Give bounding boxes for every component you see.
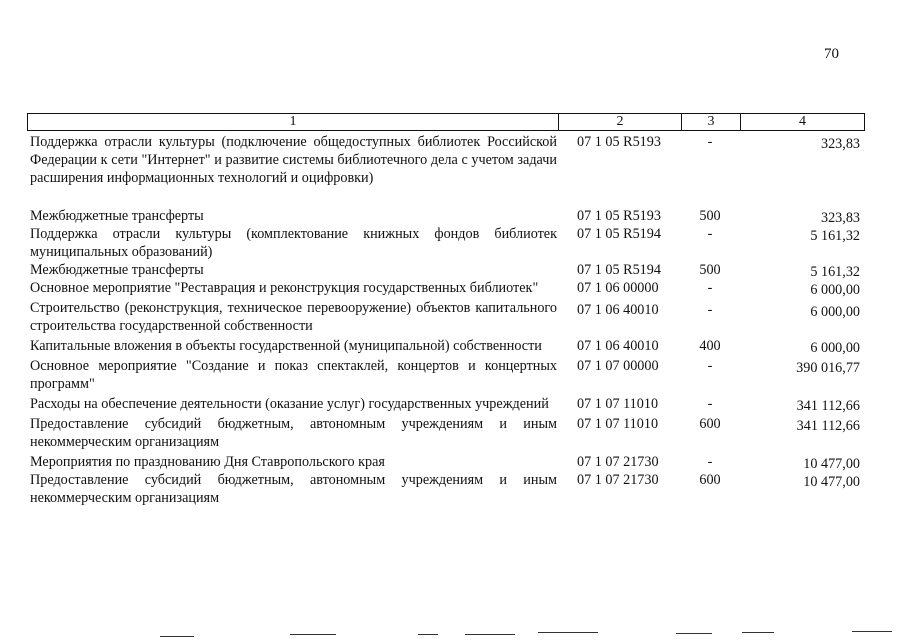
row-amount: 6 000,00	[810, 304, 860, 320]
table-row	[30, 261, 864, 279]
row-amount: 390 016,77	[796, 360, 860, 376]
row-type: -	[707, 226, 713, 242]
row-amount: 341 112,66	[796, 418, 860, 434]
row-code: 07 1 06 40010	[577, 338, 659, 354]
row-name: Межбюджетные трансферты	[30, 262, 204, 278]
table-row	[30, 453, 864, 471]
row-amount: 10 477,00	[803, 456, 860, 472]
row-name: Предоставление субсидий бюджетным, автономным учреждениям и иным некоммерческим организациям	[30, 472, 557, 506]
row-type: -	[707, 134, 713, 150]
row-type: -	[707, 302, 713, 318]
header-col-1: 1	[28, 114, 559, 131]
row-name: Поддержка отрасли культуры (подключение общедоступных библиотек Российской Федерации к сети "Интернет" и развитие системы библиотечного дела с учетом задачи расширения информационных технологий и оцифровки)	[30, 134, 557, 186]
row-name: Основное мероприятие "Реставрация и реконструкция государственных библиотек"	[30, 280, 539, 296]
row-code: 07 1 07 21730	[577, 472, 659, 488]
table-row	[30, 207, 864, 225]
row-amount: 341 112,66	[796, 398, 860, 414]
scan-mark	[742, 632, 774, 633]
scan-mark	[465, 634, 515, 635]
table-row	[30, 471, 864, 507]
budget-table-body	[30, 133, 864, 507]
row-code: 07 1 05 R5194	[577, 226, 661, 242]
row-code: 07 1 07 11010	[577, 396, 659, 412]
table-row	[30, 299, 864, 335]
scan-mark	[852, 631, 892, 632]
row-name: Мероприятия по празднованию Дня Ставропольского края	[30, 454, 385, 470]
row-amount: 6 000,00	[810, 282, 860, 298]
scan-mark	[676, 633, 712, 634]
row-name: Капитальные вложения в объекты государственной (муниципальной) собственности	[30, 338, 542, 354]
table-row	[30, 279, 864, 297]
row-type: -	[707, 358, 713, 374]
header-col-3: 3	[682, 114, 741, 131]
row-code: 07 1 05 R5193	[577, 134, 661, 150]
row-amount: 323,83	[820, 210, 860, 226]
header-col-2: 2	[559, 114, 682, 131]
scan-mark	[290, 634, 336, 635]
row-name: Межбюджетные трансферты	[30, 208, 204, 224]
row-amount: 323,83	[820, 136, 860, 152]
row-name: Строительство (реконструкция, техническое перевооружение) объектов капитального строительства государственной собственности	[30, 300, 557, 334]
row-code: 07 1 06 40010	[577, 302, 659, 318]
row-amount: 10 477,00	[803, 474, 860, 490]
row-code: 07 1 07 21730	[577, 454, 659, 470]
table-row	[30, 357, 864, 393]
table-row	[30, 415, 864, 451]
scan-mark	[418, 634, 438, 635]
table-header	[27, 113, 865, 131]
row-type: 400	[699, 338, 721, 354]
scan-mark	[538, 632, 598, 633]
row-code: 07 1 06 00000	[577, 280, 659, 296]
row-amount: 5 161,32	[810, 228, 860, 244]
table-row	[30, 225, 864, 261]
row-type: 600	[699, 416, 721, 432]
header-col-4: 4	[741, 114, 865, 131]
page-number: 70	[824, 46, 839, 62]
table-row	[30, 133, 864, 187]
row-code: 07 1 05 R5194	[577, 262, 661, 278]
row-name: Основное мероприятие "Создание и показ спектаклей, концертов и концертных программ"	[30, 358, 557, 392]
row-name: Предоставление субсидий бюджетным, автономным учреждениям и иным некоммерческим организациям	[30, 416, 557, 450]
row-code: 07 1 05 R5193	[577, 208, 661, 224]
row-amount: 6 000,00	[810, 340, 860, 356]
row-type: -	[707, 454, 713, 470]
row-code: 07 1 07 00000	[577, 358, 659, 374]
scan-artifacts	[0, 622, 900, 640]
row-amount: 5 161,32	[810, 264, 860, 280]
row-type: -	[707, 280, 713, 296]
row-type: 600	[699, 472, 721, 488]
row-name: Расходы на обеспечение деятельности (оказание услуг) государственных учреждений	[30, 396, 549, 412]
row-type: 500	[699, 208, 721, 224]
table-row	[30, 395, 864, 413]
scan-mark	[160, 636, 194, 637]
row-name: Поддержка отрасли культуры (комплектование книжных фондов библиотек муниципальных образований)	[30, 226, 557, 260]
table-row	[30, 337, 864, 355]
row-type: 500	[699, 262, 721, 278]
row-code: 07 1 07 11010	[577, 416, 659, 432]
row-type: -	[707, 396, 713, 412]
